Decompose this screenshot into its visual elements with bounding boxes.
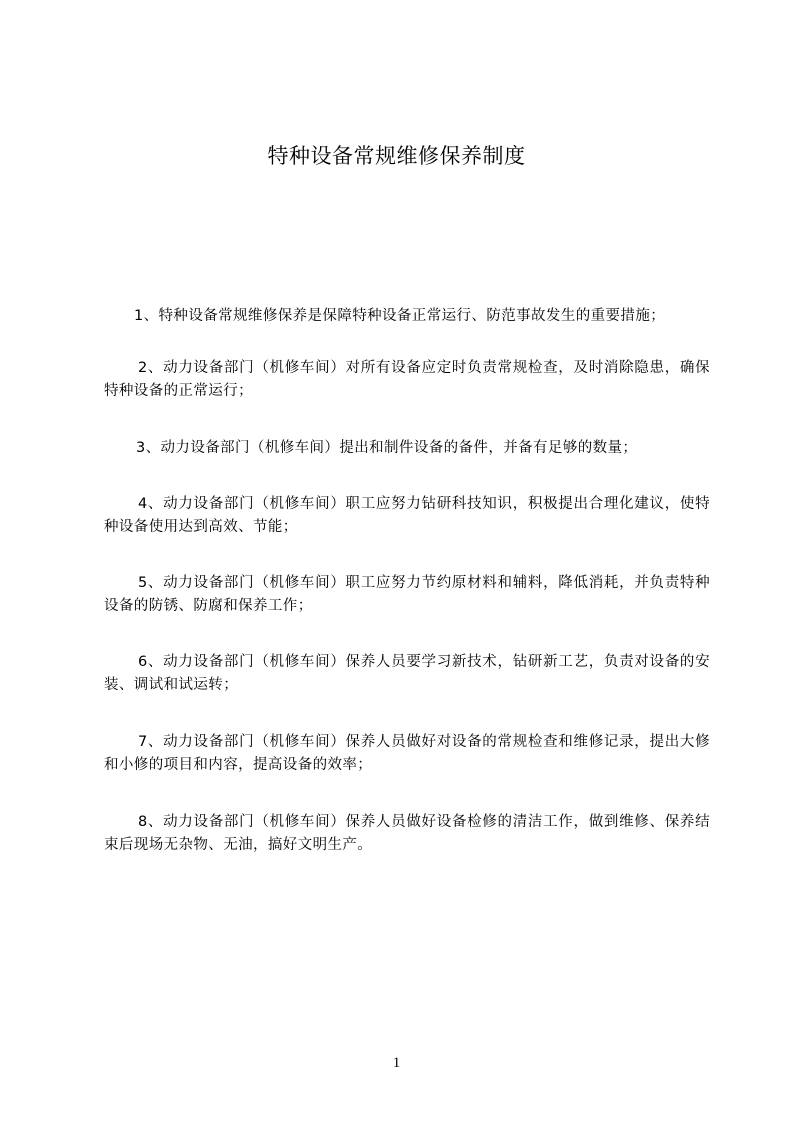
paragraph-2: 2、动力设备部门（机修车间）对所有设备应定时负责常规检查，及时消除隐患，确保特种设备的正常运行； [104, 359, 710, 399]
paragraph-1: 1、特种设备常规维修保养是保障特种设备正常运行、防范事故发生的重要措施； [134, 307, 666, 324]
paragraph-4: 4、动力设备部门（机修车间）职工应努力钻研科技知识，积极提出合理化建议，使特种设备使用达到高效、节能； [104, 495, 710, 535]
paragraph-3: 3、动力设备部门（机修车间）提出和制件设备的备件，并备有足够的数量； [136, 439, 638, 456]
paragraph-6: 6、动力设备部门（机修车间）保养人员要学习新技术，钻研新工艺，负责对设备的安装、调试和试运转； [104, 653, 710, 693]
document-title: 特种设备常规维修保养制度 [267, 144, 526, 168]
page-number: 1 [392, 1055, 401, 1071]
paragraph-5: 5、动力设备部门（机修车间）职工应努力节约原材料和辅料，降低消耗，并负责特种设备的防锈、防腐和保养工作； [104, 574, 710, 614]
paragraph-8: 8、动力设备部门（机修车间）保养人员做好设备检修的清洁工作，做到维修、保养结束后现场无杂物、无油，搞好文明生产。 [104, 813, 710, 853]
paragraph-7: 7、动力设备部门（机修车间）保养人员做好对设备的常规检查和维修记录，提出大修和小修的项目和内容，提高设备的效率； [104, 733, 710, 773]
